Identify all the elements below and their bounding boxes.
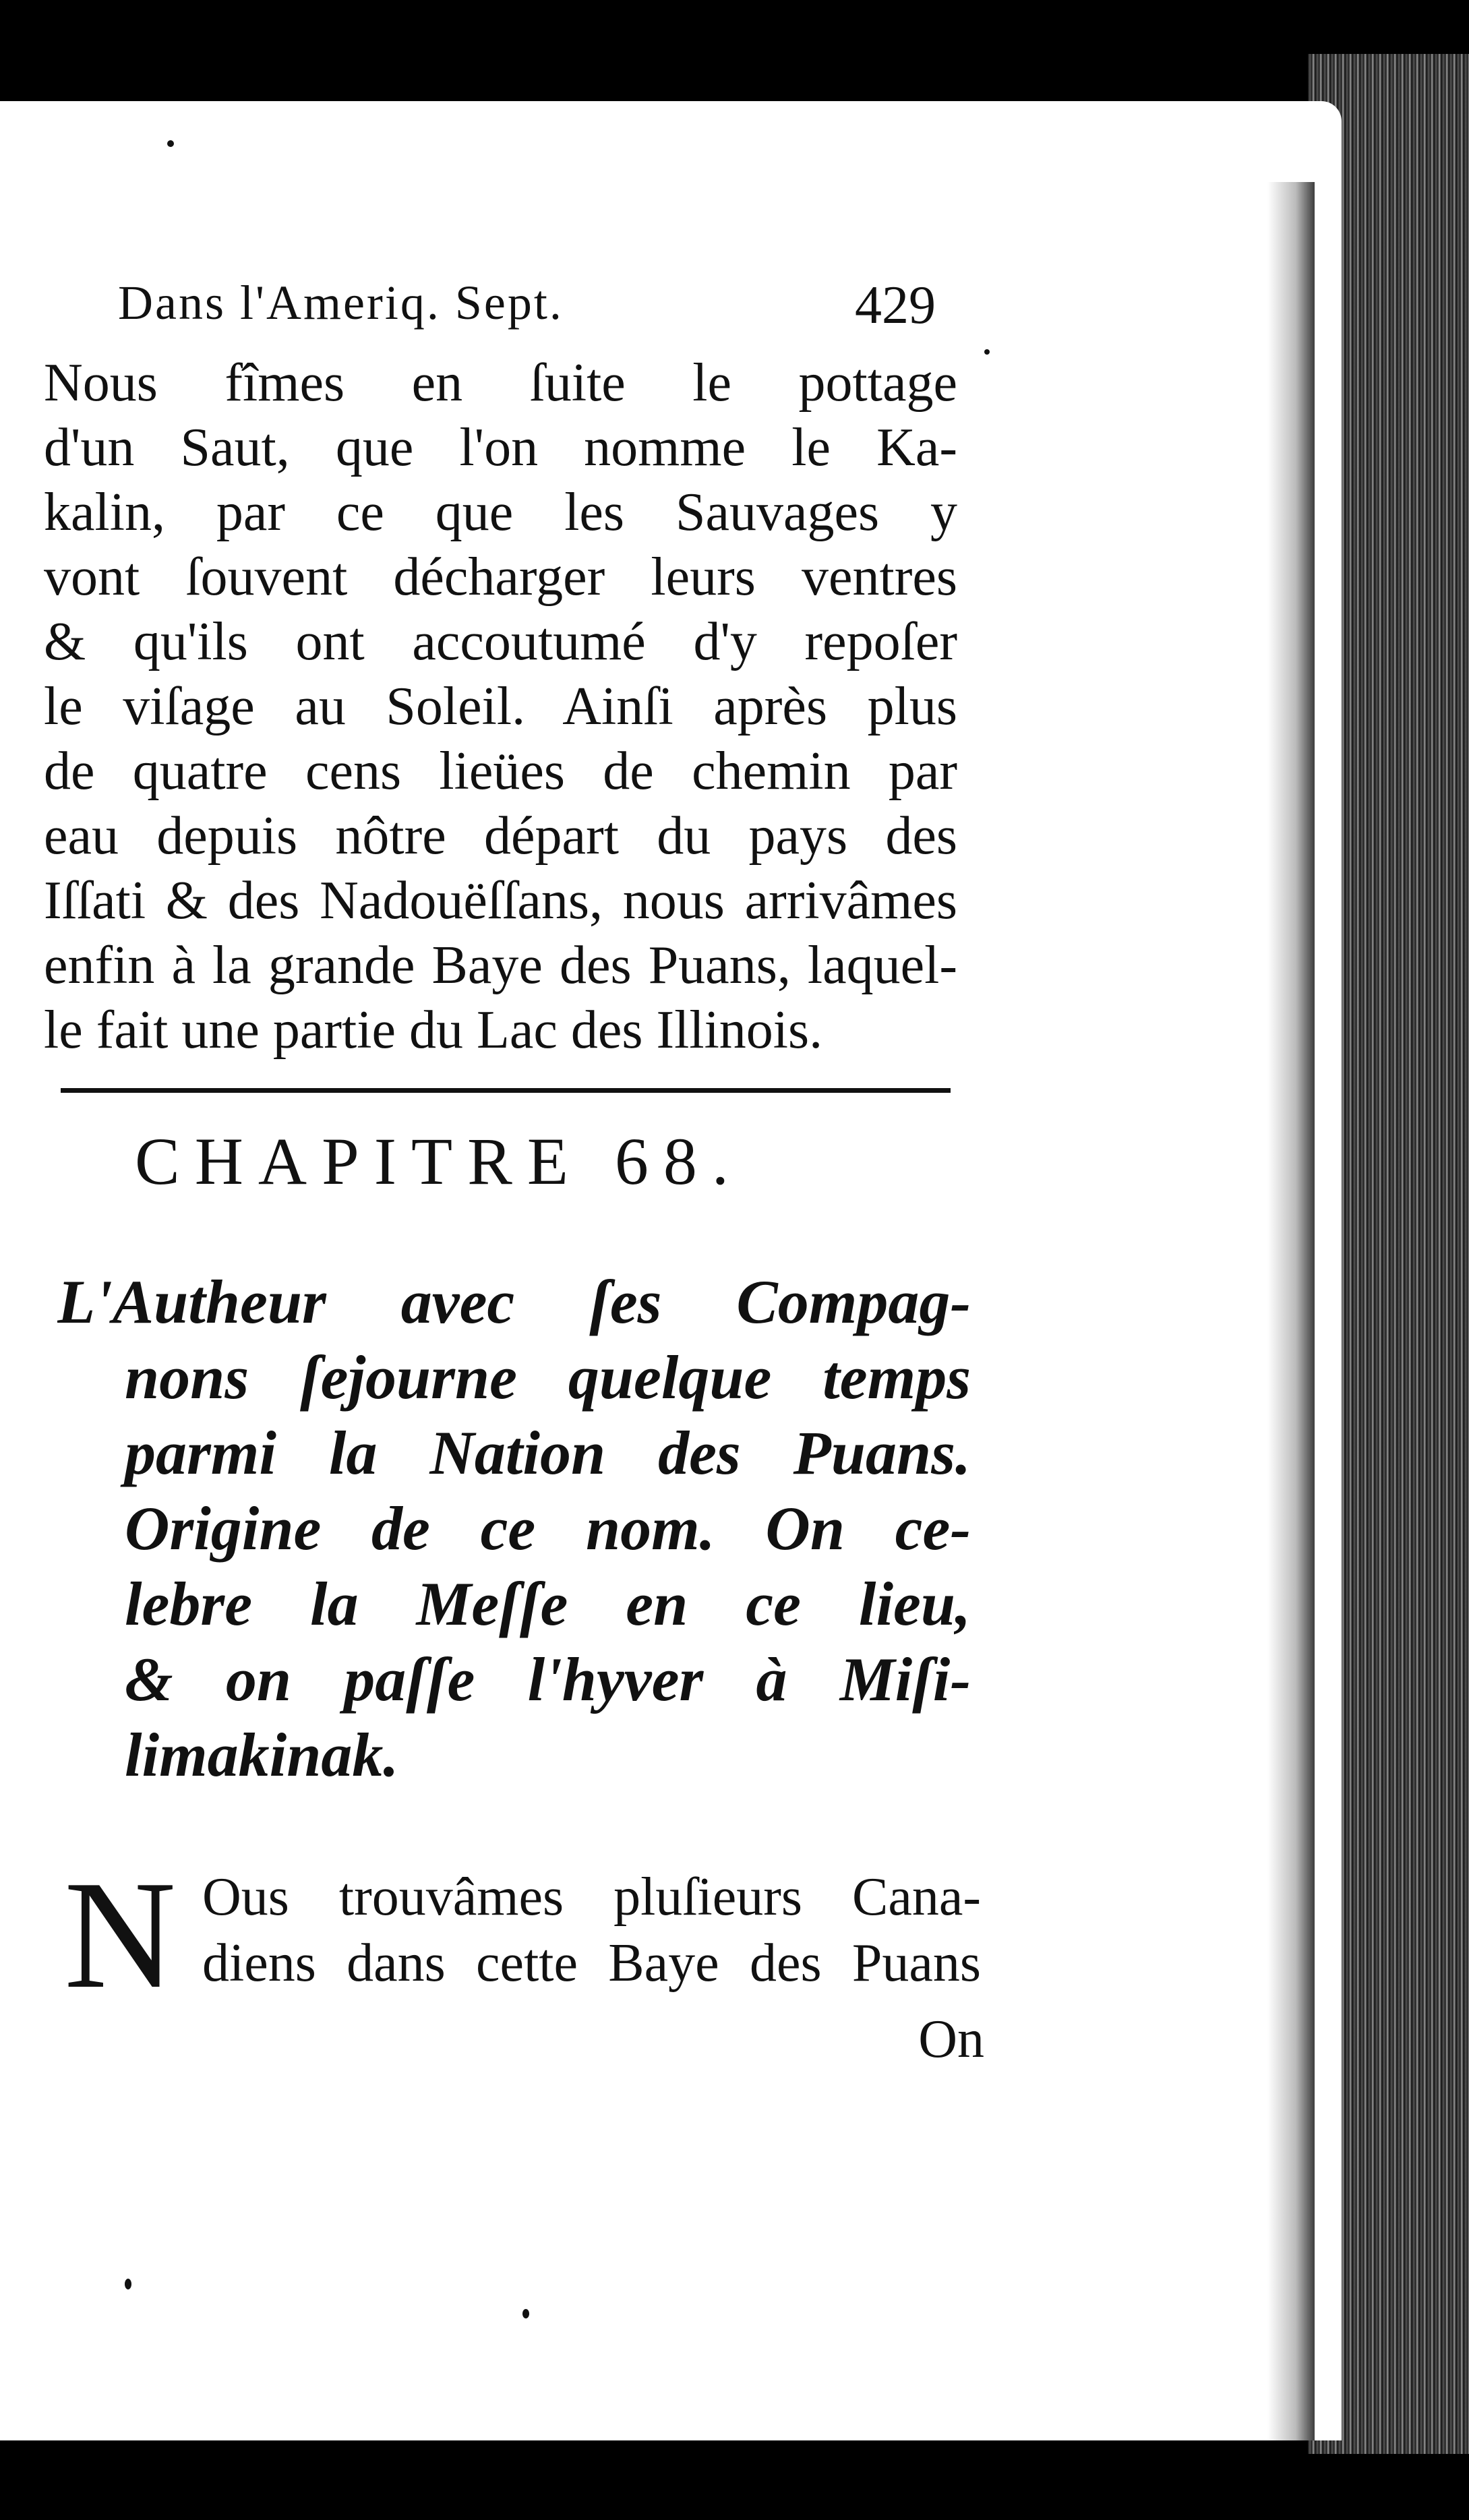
chapter-summary bbox=[57, 1264, 971, 1793]
body-line: de quatre cens lieües de chemin par bbox=[44, 742, 957, 801]
running-head: Dans l'Ameriq. Sept. bbox=[118, 276, 564, 330]
opening-line: Ous trouvâmes pluſieurs Cana- bbox=[202, 1867, 981, 1927]
body-line: vont ſouvent décharger leurs ventres bbox=[44, 547, 957, 607]
ink-speck bbox=[125, 2279, 131, 2289]
opening-line: diens dans cette Baye des Puans bbox=[202, 1933, 981, 1993]
body-line: d'un Saut, que l'on nomme le Ka- bbox=[44, 418, 957, 477]
ink-speck bbox=[167, 140, 174, 147]
body-line: eau depuis nôtre départ du pays des bbox=[44, 806, 957, 866]
chapter-title: CHAPITRE 68. bbox=[135, 1124, 744, 1199]
opening-paragraph bbox=[202, 1864, 981, 1996]
body-line: kalin, par ce que les Sauvages y bbox=[44, 483, 957, 542]
body-line: le viſage au Soleil. Ainſi après plus bbox=[44, 677, 957, 736]
summary-line: parmi la Nation des Puans. bbox=[125, 1418, 971, 1487]
ink-speck bbox=[522, 2309, 529, 2318]
summary-line: nons ſejourne quelque temps bbox=[125, 1343, 971, 1412]
body-line: Nous fîmes en ſuite le pottage bbox=[44, 353, 957, 413]
summary-line: limakinak. bbox=[125, 1720, 399, 1789]
catchword: On bbox=[918, 2010, 984, 2069]
summary-line: L'Autheur avec ſes Compag- bbox=[57, 1267, 971, 1336]
page-number: 429 bbox=[855, 276, 936, 335]
summary-line: lebre la Meſſe en ce lieu, bbox=[125, 1569, 971, 1638]
ink-speck bbox=[984, 349, 990, 355]
summary-line: & on paſſe l'hyver à Miſi- bbox=[125, 1645, 971, 1714]
page-gutter-shade bbox=[1267, 182, 1315, 2440]
body-line: enfin à la grande Baye des Puans, laquel- bbox=[44, 936, 957, 995]
body-paragraph bbox=[44, 351, 957, 1062]
body-line: Iſſati & des Nadouëſſans, nous arrivâmes bbox=[44, 871, 957, 930]
chapter-rule bbox=[61, 1088, 951, 1093]
body-line: le fait une partie du Lac des Illinois. bbox=[44, 1000, 823, 1060]
drop-cap: N bbox=[64, 1849, 177, 2020]
summary-line: Origine de ce nom. On ce- bbox=[125, 1494, 971, 1563]
body-line: & qu'ils ont accoutumé d'y repoſer bbox=[44, 612, 957, 671]
